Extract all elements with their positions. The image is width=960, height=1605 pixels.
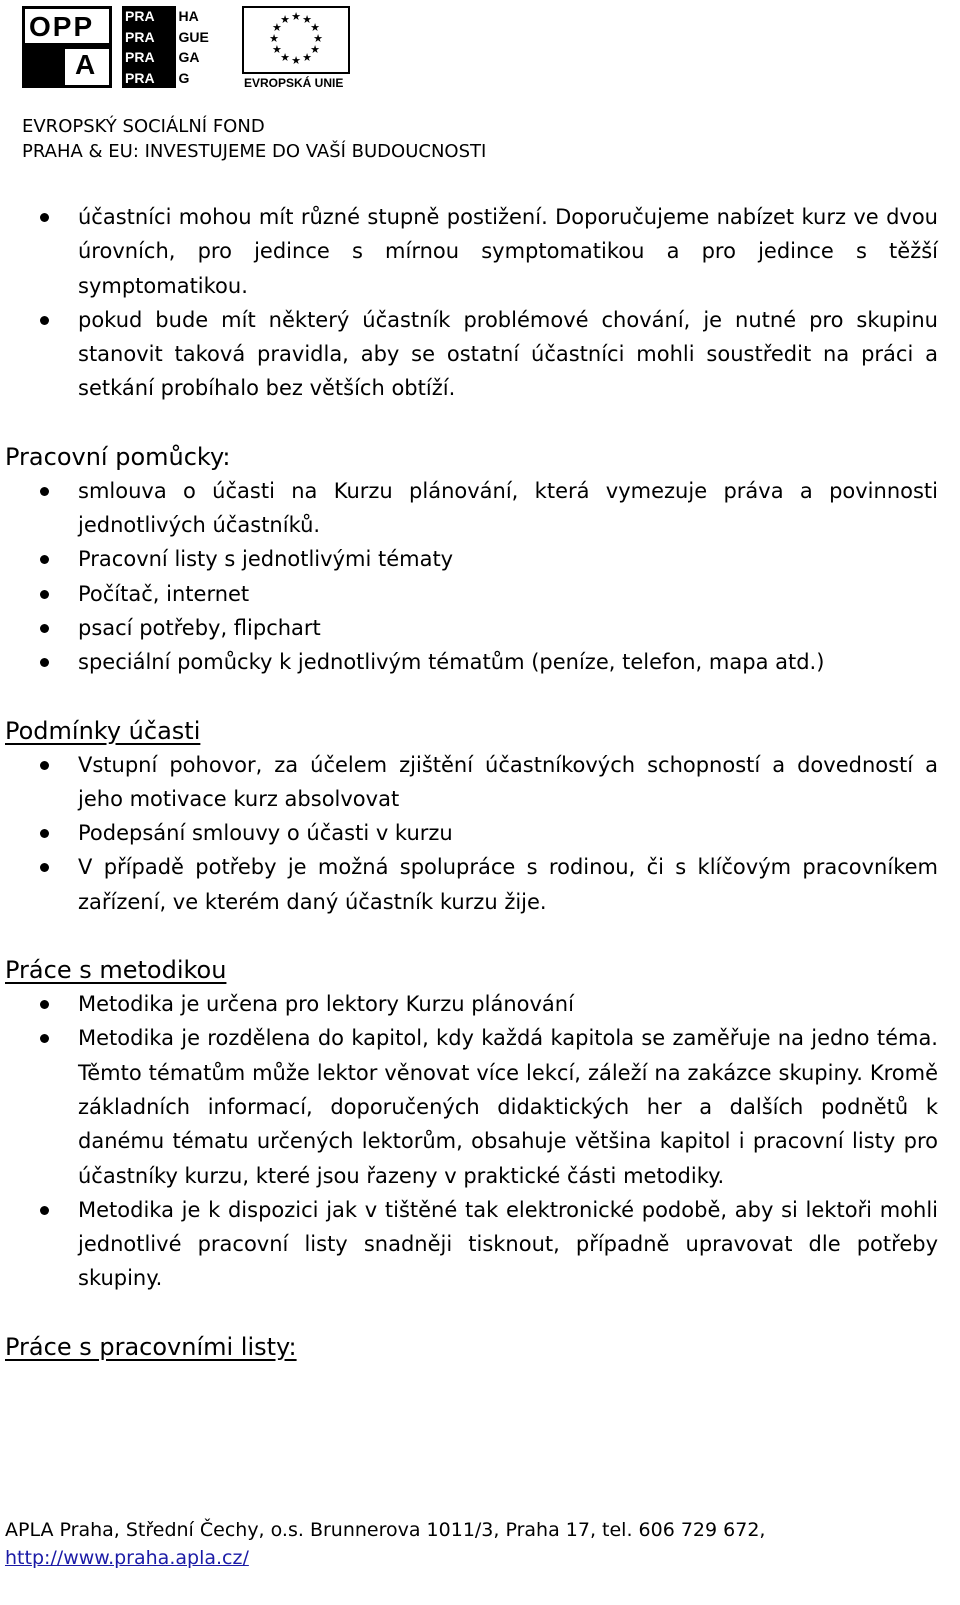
section-list (0, 987, 960, 1296)
bullet-icon (40, 590, 49, 599)
praha-logo-cell: PRA (125, 69, 155, 86)
list-item-text: Pracovní listy s jednotlivými tématy (78, 547, 454, 572)
eu-star-icon: ★ (269, 32, 279, 45)
praha-logo-cell: GUE (176, 27, 227, 48)
list-item (0, 1193, 960, 1296)
eu-star-icon: ★ (272, 21, 282, 34)
opp-logo-top: OPP (29, 11, 95, 42)
section-list (0, 474, 960, 680)
bullet-icon (40, 761, 49, 770)
bullet-icon (40, 1206, 49, 1215)
footer-address: APLA Praha, Střední Čechy, o.s. Brunnerova 1011/3, Praha 17, tel. 606 729 672, (5, 1519, 766, 1541)
praha-logo (122, 6, 226, 88)
eu-star-icon: ★ (280, 51, 290, 65)
bullet-icon (40, 1034, 49, 1043)
praha-logo-cell: PRA (125, 8, 155, 24)
list-item (0, 611, 960, 645)
list-item (0, 303, 960, 406)
list-item (0, 645, 960, 679)
list-item-text: Metodika je k dispozici jak v tištěné tak elektronické podobě, aby si lektoři mohli jednotlivé pracovní listy snadněji tisknout, případně upravovat dle potřeby skupiny. (78, 1197, 938, 1291)
eu-stars-icon (242, 6, 350, 74)
eu-star-icon: ★ (291, 54, 301, 67)
eu-label: EVROPSKÁ UNIE (244, 76, 344, 90)
eu-star-icon: ★ (280, 12, 290, 26)
praha-logo-cell: PRA (125, 49, 155, 65)
eu-star-icon: ★ (310, 21, 320, 34)
sections (0, 406, 960, 1364)
footer-link[interactable]: http://www.praha.apla.cz/ (5, 1547, 249, 1569)
opp-logo (22, 6, 112, 88)
list-item-text: účastníci mohou mít různé stupně postižení. Doporučujeme nabízet kurz ve dvou úrovních, pro jedince s mírnou symptomatikou a pro jedince s těžší symptomatikou. (78, 205, 938, 298)
list-item (0, 987, 960, 1021)
bullet-icon (40, 829, 49, 838)
list-item-text: psací potřeby, flipchart (78, 615, 321, 640)
praha-logo-cell: PRA (125, 28, 155, 45)
eu-star-icon: ★ (302, 51, 312, 65)
bullet-icon (40, 555, 49, 564)
bullet-icon (40, 624, 49, 633)
list-item-text: Počítač, internet (78, 581, 250, 606)
eu-star-icon: ★ (291, 10, 301, 23)
list-item-text: smlouva o účasti na Kurzu plánování, která vymezuje práva a povinnosti jednotlivých účastníků. (78, 478, 938, 538)
eu-star-icon: ★ (302, 12, 312, 26)
list-item-text: Podepsání smlouvy o účasti v kurzu (78, 821, 453, 846)
bullet-icon (40, 316, 49, 325)
bullet-icon (40, 213, 49, 222)
intro-list (0, 200, 960, 406)
bullet-icon (40, 487, 49, 496)
bullet-icon (40, 863, 49, 872)
list-item (0, 816, 960, 850)
eu-logo (242, 6, 352, 92)
list-item-text: speciální pomůcky k jednotlivým tématům (peníze, telefon, mapa atd.) (78, 650, 825, 675)
bullet-icon (40, 1000, 49, 1009)
fund-subtitle: PRAHA & EU: INVESTUJEME DO VAŠÍ BUDOUCNOSTI (22, 141, 487, 162)
praha-logo-cell: G (176, 68, 227, 89)
bullet-icon (40, 658, 49, 667)
section-list (0, 748, 960, 919)
fund-title: EVROPSKÝ SOCIÁLNÍ FOND (22, 116, 265, 137)
list-item (0, 474, 960, 543)
eu-star-icon: ★ (310, 43, 320, 56)
opp-logo-bottom: A (75, 49, 96, 80)
list-item (0, 850, 960, 919)
list-item-text: Metodika je určena pro lektory Kurzu plánování (78, 992, 574, 1017)
list-item-text: Vstupní pohovor, za účelem zjištění účastníkových schopností a dovedností a jeho motivace kurz absolvovat (78, 752, 938, 811)
list-item (0, 542, 960, 576)
section-heading: Práce s metodikou (5, 956, 227, 985)
list-item-text: pokud bude mít některý účastník problémové chování, je nutné pro skupinu stanovit taková pravidla, aby se ostatní účastníci mohli soustředit na práci a setkání probíhalo bez větších obtíží. (78, 307, 938, 401)
list-item (0, 577, 960, 611)
list-item (0, 200, 960, 303)
footer (5, 1516, 765, 1572)
section-heading: Podmínky účasti (5, 716, 201, 745)
eu-star-icon: ★ (313, 32, 323, 45)
document-body (0, 200, 960, 1364)
eu-star-icon: ★ (272, 43, 282, 56)
list-item (0, 1021, 960, 1192)
section-heading: Pracovní pomůcky: (5, 442, 231, 471)
praha-logo-cell: HA (176, 6, 227, 27)
section-heading: Práce s pracovními listy: (5, 1332, 297, 1361)
praha-logo-cell: GA (176, 47, 227, 68)
list-item (0, 748, 960, 817)
list-item-text: V případě potřeby je možná spolupráce s rodinou, či s klíčovým pracovníkem zařízení, ve kterém daný účastník kurzu žije. (78, 855, 938, 914)
list-item-text: Metodika je rozdělena do kapitol, kdy každá kapitola se zaměřuje na jedno téma. Těmto tématům může lektor věnovat více lekcí, záleží na zakázce skupiny. Kromě základních informací, doporučených didaktických her a dalších podnětů k danému tématu určených lektorům, obsahuje většina kapitol i pracovní listy pro účastníky kurzu, které jsou řazeny v praktické části metodiky. (78, 1026, 938, 1188)
